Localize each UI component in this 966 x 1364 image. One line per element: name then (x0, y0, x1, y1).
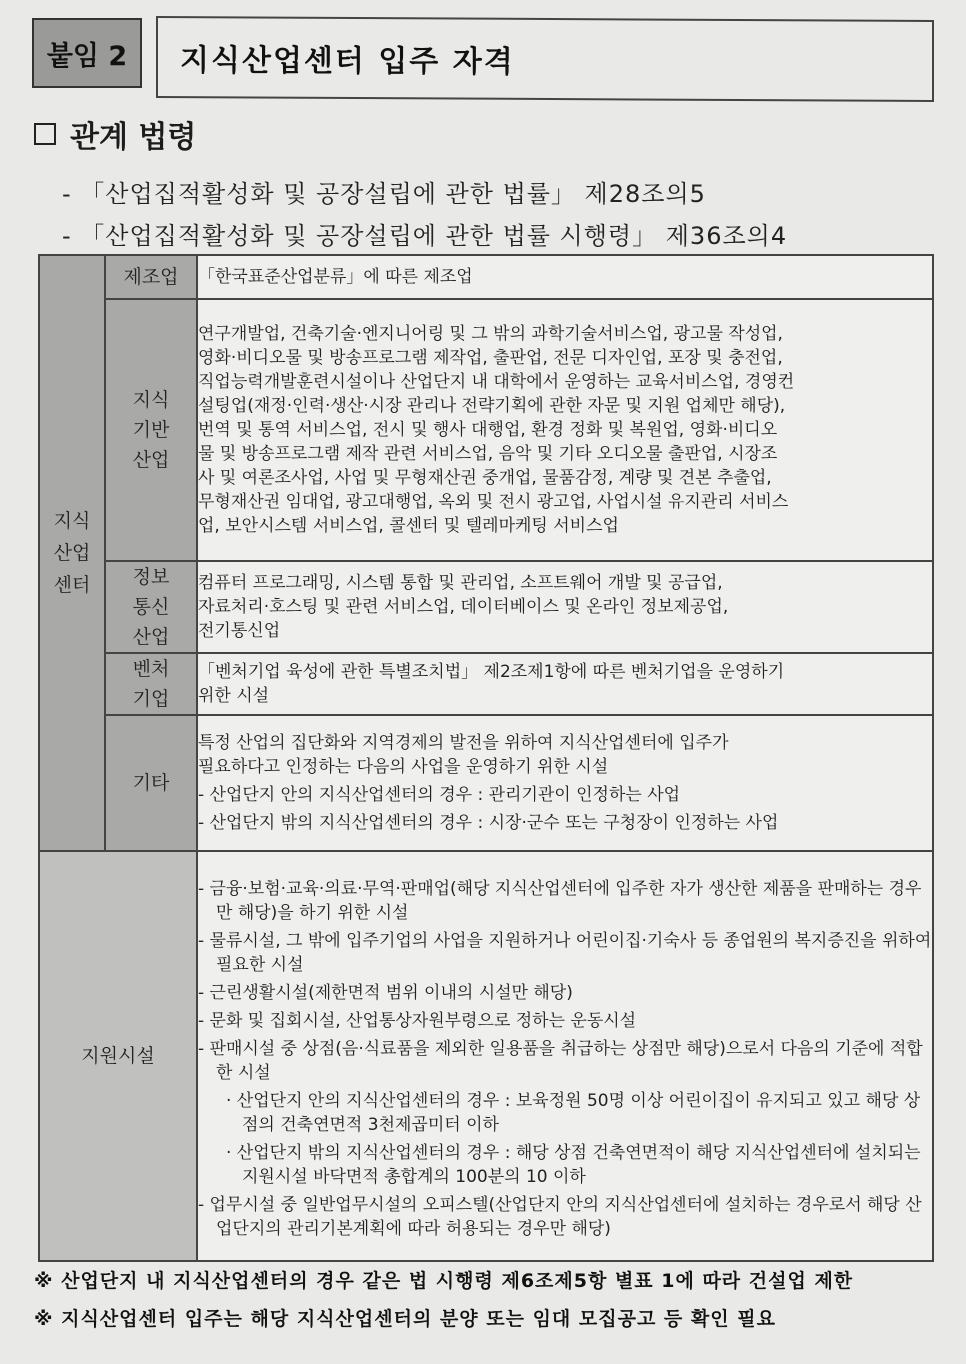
attachment-tag: 붙임 2 (32, 18, 142, 88)
row-content (197, 299, 933, 561)
support-item: - 문화 및 집회시설, 산업통상자원부령으로 정하는 운동시설 (198, 1011, 637, 1031)
row-label-cell (105, 561, 197, 653)
support-label: 지원시설 (81, 1045, 155, 1067)
content-line: 필요하다고 인정하는 다음의 사업을 운영하기 위한 시설 (198, 757, 609, 777)
row-label: 제조업 (123, 266, 179, 288)
content-line: 전기통신업 (198, 621, 281, 641)
content-line: 사 및 여론조사업, 사업 및 무형재산권 중개업, 물품감정, 계량 및 견본 추출업, (198, 468, 772, 488)
section-heading (34, 112, 196, 156)
row-content (197, 715, 933, 851)
row-label: 기타 (132, 772, 170, 794)
row-content (197, 653, 933, 715)
content-line: 「벤처기업 육성에 관한 특별조치법」 제2조제1항에 따른 벤처기업을 운영하기 (198, 662, 785, 682)
support-subitem: · 산업단지 밖의 지식산업센터의 경우 : 해당 상점 건축연면적이 해당 지식산업센터에 설치되는 지원시설 바닥면적 총합계의 100분의 10 이하 (226, 1143, 921, 1187)
footnote: ※ 지식산업센터 입주는 해당 지식산업센터의 분양 또는 임대 모집공고 등 확인 필요 (34, 1308, 776, 1330)
table-row (39, 299, 933, 561)
support-item: - 근린생활시설(제한면적 범위 이내의 시설만 해당) (198, 983, 573, 1003)
checkbox-square-icon (34, 123, 56, 145)
content-line: 무형재산권 임대업, 광고대행업, 옥외 및 전시 광고업, 사업시설 유지관리 서비스 (198, 492, 789, 512)
content-line: 자료처리·호스팅 및 관련 서비스업, 데이터베이스 및 온라인 정보제공업, (198, 597, 729, 617)
content-line: 번역 및 통역 서비스업, 전시 및 행사 대행업, 환경 정화 및 복원업, 영화·비디오 (198, 420, 778, 440)
support-label-cell (39, 851, 197, 1261)
table-row (39, 851, 933, 1261)
row-label-cell (105, 715, 197, 851)
table-row (39, 715, 933, 851)
support-item: - 업무시설 중 일반업무시설의 오피스텔(산업단지 안의 지식산업센터에 설치하는 경우로서 해당 산업단지의 관리기본계획에 따라 허용되는 경우만 해당) (198, 1195, 922, 1239)
row-label: 정보 통신 산업 (132, 566, 170, 648)
group-label: 지식 산업 센터 (53, 510, 91, 596)
row-label: 지식 기반 산업 (132, 389, 170, 471)
support-subitem: · 산업단지 안의 지식산업센터의 경우 : 보육정원 50명 이상 어린이집이 유지되고 있고 해당 상점의 건축연면적 3천제곱미터 이하 (226, 1091, 921, 1135)
content-line: - 산업단지 밖의 지식산업센터의 경우 : 시장·군수 또는 구청장이 인정하는 사업 (198, 813, 779, 833)
row-label-cell (105, 653, 197, 715)
group-label-cell (39, 255, 105, 851)
content-line: 위한 시설 (198, 686, 270, 706)
row-content (197, 561, 933, 653)
support-content (197, 851, 933, 1261)
content-line: 직업능력개발훈련시설이나 산업단지 내 대학에서 운영하는 교육서비스업, 경영컨 (198, 372, 795, 392)
content-line: 영화·비디오물 및 방송프로그램 제작업, 출판업, 전문 디자인업, 포장 및 충전업, (198, 348, 783, 368)
row-content (197, 255, 933, 299)
content-line: 연구개발업, 건축기술·엔지니어링 및 그 밖의 과학기술서비스업, 광고물 작성업, (198, 324, 783, 344)
content-line: 설팅업(재정·인력·생산·시장 관리나 전략기획에 관한 자문 및 지원 업체만 해당), (198, 396, 786, 416)
table-row (39, 255, 933, 299)
content-line: - 산업단지 안의 지식산업센터의 경우 : 관리기관이 인정하는 사업 (198, 785, 681, 805)
content-line: 물 및 방송프로그램 제작 관련 서비스업, 음악 및 기타 오디오물 출판업, 시장조 (198, 444, 778, 464)
row-label-cell (105, 255, 197, 299)
table-row (39, 653, 933, 715)
table-row (39, 561, 933, 653)
law-reference: - 「산업집적활성화 및 공장설립에 관한 법률 시행령」 제36조의4 (62, 222, 788, 250)
content-line: 컴퓨터 프로그래밍, 시스템 통합 및 관리업, 소프트웨어 개발 및 공급업, (198, 573, 723, 593)
content-line: 특정 산업의 집단화와 지역경제의 발전을 위하여 지식산업센터에 입주가 (198, 733, 729, 753)
content-line: 업, 보안시스템 서비스업, 콜센터 및 텔레마케팅 서비스업 (198, 516, 619, 536)
law-reference: - 「산업집적활성화 및 공장설립에 관한 법률」 제28조의5 (62, 180, 706, 208)
support-item: - 판매시설 중 상점(음·식료품을 제외한 일용품을 취급하는 상점만 해당)으로서 다음의 기준에 적합한 시설 (198, 1039, 923, 1083)
section-heading-text: 관계 법령 (70, 120, 197, 155)
eligibility-table (38, 254, 934, 1262)
support-item: - 물류시설, 그 밖에 입주기업의 사업을 지원하거나 어린이집·기숙사 등 종업원의 복지증진을 위하여 필요한 시설 (198, 931, 932, 975)
row-label-cell (105, 299, 197, 561)
support-item: - 금융·보험·교육·의료·무역·판매업(해당 지식산업센터에 입주한 자가 생산한 제품을 판매하는 경우만 해당)을 하기 위한 시설 (198, 879, 922, 923)
content-line: 「한국표준산업분류」에 따른 제조업 (198, 267, 473, 287)
footnote: ※ 산업단지 내 지식산업센터의 경우 같은 법 시행령 제6조제5항 별표 1에 따라 건설업 제한 (34, 1270, 854, 1292)
document-title: 지식산업센터 입주 자격 (156, 16, 934, 102)
row-label: 벤처 기업 (132, 658, 170, 710)
